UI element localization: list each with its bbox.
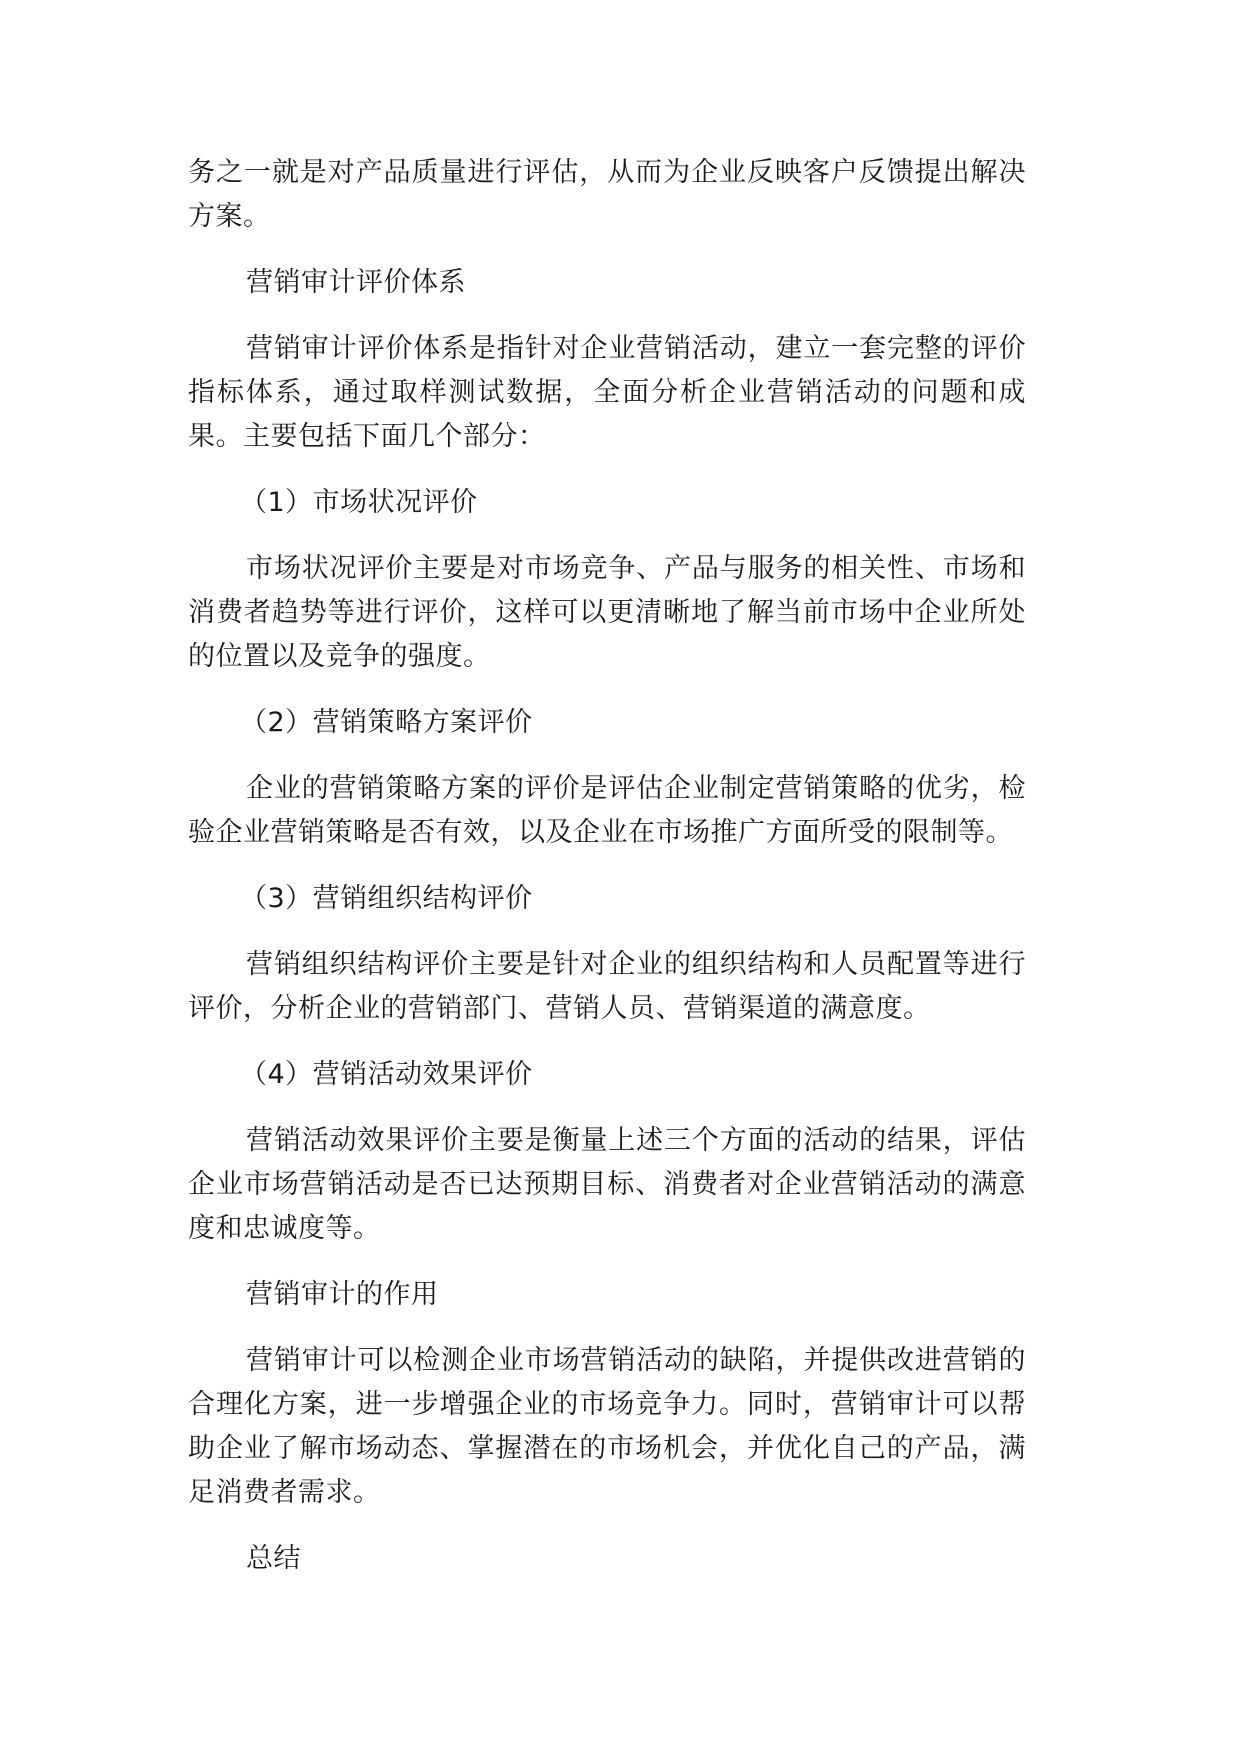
paragraph-organization-evaluation: 营销组织结构评价主要是针对企业的组织结构和人员配置等进行评价，分析企业的营销部门、营销人员、营销渠道的满意度。: [188, 949, 1026, 1024]
section-heading-evaluation-system: 营销审计评价体系: [246, 267, 466, 298]
document-page: [188, 151, 1026, 1603]
paragraph-strategy-evaluation: 企业的营销策略方案的评价是评估企业制定营销策略的优劣，检验企业营销策略是否有效，以及企业在市场推广方面所受的限制等。: [188, 773, 1026, 848]
section-heading-summary: 总结: [246, 1543, 301, 1574]
paragraph-role: 营销审计可以检测企业市场营销活动的缺陷，并提供改进营销的合理化方案，进一步增强企业的市场竞争力。同时，营销审计可以帮助企业了解市场动态、掌握潜在的市场机会，并优化自己的产品，满足消费者需求。: [188, 1345, 1026, 1508]
paragraph-continuation: 务之一就是对产品质量进行评估，从而为企业反映客户反馈提出解决方案。: [188, 157, 1026, 232]
section-heading-role: 营销审计的作用: [246, 1279, 439, 1310]
paragraph-market-evaluation: 市场状况评价主要是对市场竞争、产品与服务的相关性、市场和消费者趋势等进行评价，这样可以更清晰地了解当前市场中企业所处的位置以及竞争的强度。: [188, 553, 1026, 672]
paragraph-effect-evaluation: 营销活动效果评价主要是衡量上述三个方面的活动的结果，评估企业市场营销活动是否已达预期目标、消费者对企业营销活动的满意度和忠诚度等。: [188, 1125, 1026, 1244]
subheading-organization-evaluation: （3）营销组织结构评价: [240, 883, 533, 914]
subheading-effect-evaluation: （4）营销活动效果评价: [240, 1059, 533, 1090]
paragraph-evaluation-system: 营销审计评价体系是指针对企业营销活动，建立一套完整的评价指标体系，通过取样测试数据，全面分析企业营销活动的问题和成果。主要包括下面几个部分：: [188, 333, 1026, 452]
subheading-market-evaluation: （1）市场状况评价: [240, 487, 478, 518]
subheading-strategy-evaluation: （2）营销策略方案评价: [240, 707, 533, 738]
